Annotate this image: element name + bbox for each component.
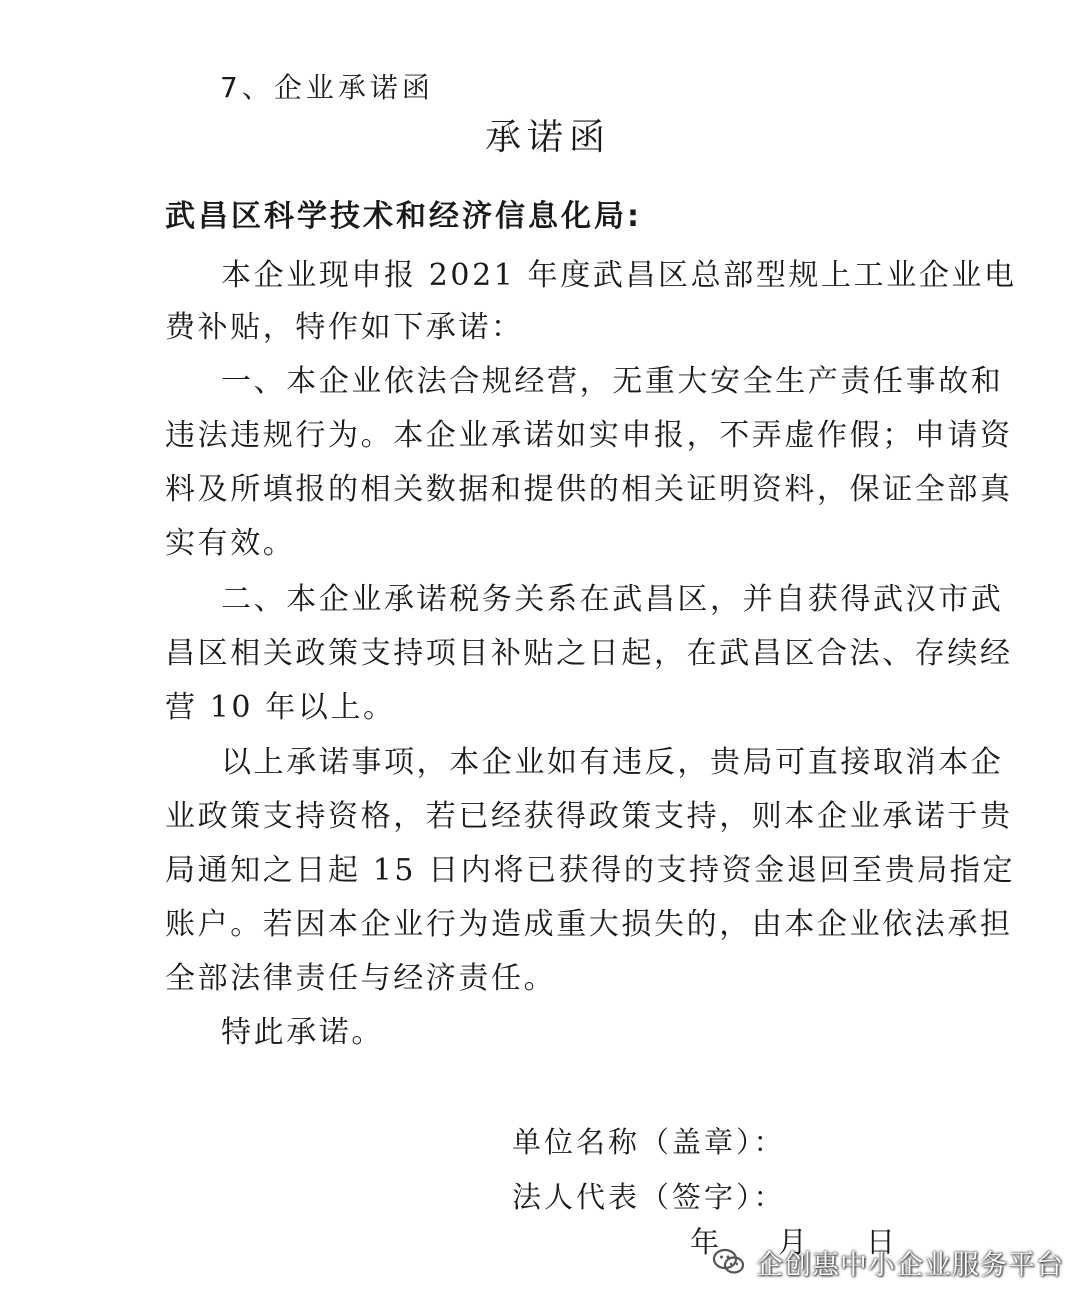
body-line: 本企业现申报 2021 年度武昌区总部型规上工业企业电 (221, 258, 1017, 293)
body-line: 费补贴，特作如下承诺： (165, 310, 524, 345)
body-line: 一、本企业依法合规经营，无重大安全生产责任事故和 (221, 364, 1004, 399)
body-line: 料及所填报的相关数据和提供的相关证明资料，保证全部真 (165, 472, 1013, 507)
body-line: 昌区相关政策支持项目补贴之日起，在武昌区合法、存续经 (165, 636, 1013, 671)
body-line: 违法违规行为。本企业承诺如实申报，不弄虚作假；申请资 (165, 418, 1013, 453)
addressee: 武昌区科学技术和经济信息化局: (165, 199, 642, 234)
body-line: 二、本企业承诺税务关系在武昌区，并自获得武汉市武 (221, 582, 1004, 617)
wechat-icon (712, 1245, 746, 1279)
watermark (712, 1240, 1064, 1284)
body-line: 账户。若因本企业行为造成重大损失的，由本企业依法承担 (165, 907, 1013, 942)
body-line: 局通知之日起 15 日内将已获得的支持资金退回至贵局指定 (165, 853, 1016, 888)
body-line: 以上承诺事项，本企业如有违反，贵局可直接取消本企 (221, 745, 1004, 780)
month-label: 月 (778, 1225, 808, 1259)
body-line: 实有效。 (165, 526, 296, 561)
closing-line: 特此承诺。 (221, 1015, 384, 1050)
document-title: 承诺函 (485, 117, 612, 158)
body-line: 业政策支持资格，若已经获得政策支持，则本企业承诺于贵 (165, 799, 1013, 834)
body-line: 全部法律责任与经济责任。 (165, 961, 557, 996)
unit-name-label: 单位名称（盖章）： (512, 1125, 786, 1159)
body-line: 营 10 年以上。 (165, 690, 396, 725)
section-heading: 7、企业承诺函 (220, 71, 434, 104)
legal-rep-label: 法人代表（签字）： (512, 1180, 786, 1214)
year-label: 年 (690, 1225, 720, 1259)
day-label: 日 (866, 1225, 896, 1259)
watermark-text: 企创惠中小企业服务平台 (756, 1249, 1064, 1281)
